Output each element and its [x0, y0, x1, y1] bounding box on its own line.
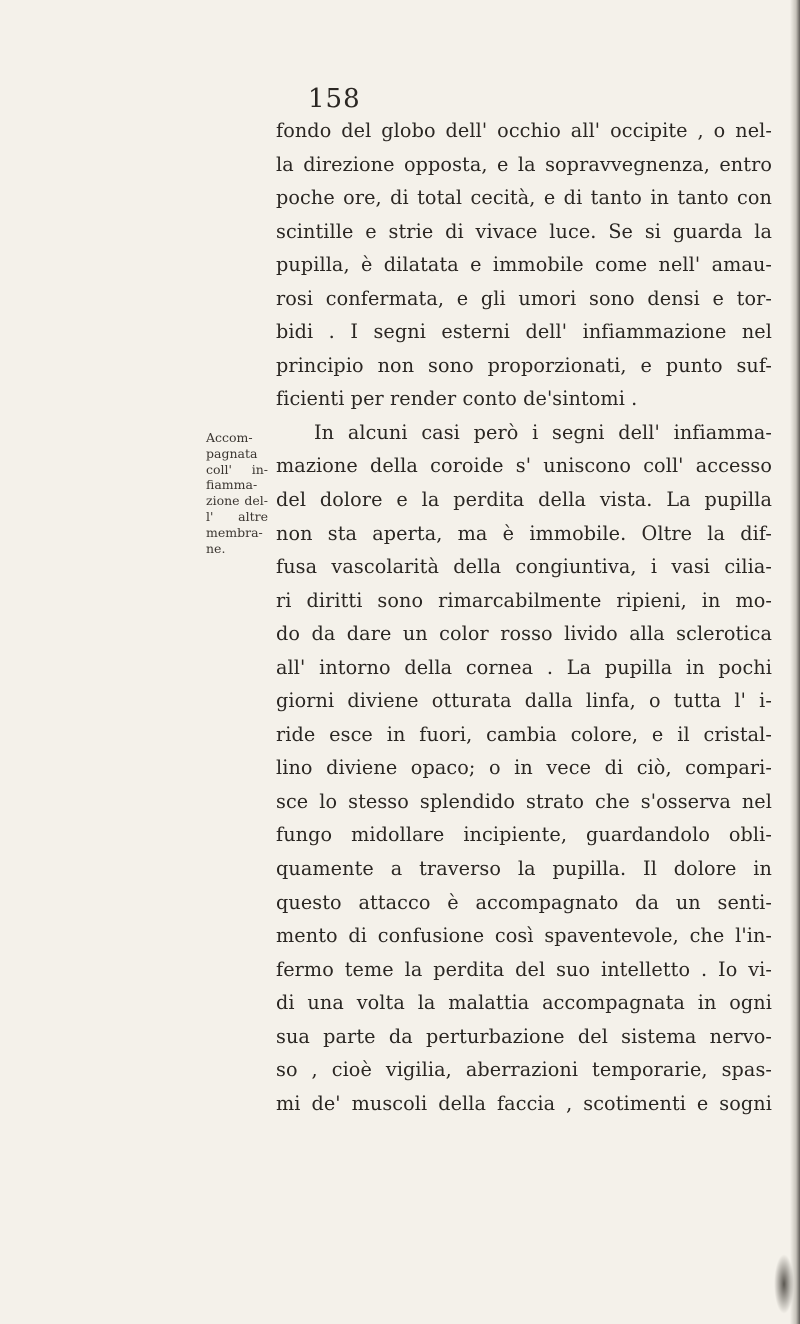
- body-text: [276, 114, 772, 1120]
- text-line: rosi confermata, e gli umori sono densi e tor-: [276, 286, 772, 310]
- text-line: lino diviene opaco; o in vece di ciò, compari-: [276, 756, 772, 780]
- text-line: In alcuni casi però i segni dell' infiamma-: [314, 420, 772, 444]
- text-line: ride esce in fuori, cambia colore, e il cristal-: [276, 722, 772, 746]
- text-line: bidi . I segni esterni dell' infiammazione nel: [276, 320, 772, 344]
- text-line: questo attacco è accompagnato da un senti-: [276, 890, 772, 914]
- margin-note-line: fiamma-: [206, 477, 258, 493]
- text-line: fermo teme la perdita del suo intelletto . Io vi-: [276, 957, 772, 981]
- text-line: mento di confusione così spaventevole, che l'in-: [276, 924, 772, 948]
- text-line: fungo midollare incipiente, guardandolo obli-: [276, 823, 772, 847]
- text-line: la direzione opposta, e la sopravvegnenza, entro: [276, 152, 772, 176]
- text-line: fusa vascolarità della congiuntiva, i vasi cilia-: [276, 555, 772, 579]
- text-line: sce lo stesso splendido strato che s'osserva nel: [276, 789, 772, 813]
- text-line: sua parte da perturbazione del sistema nervo-: [276, 1024, 772, 1048]
- text-line: ri diritti sono rimarcabilmente ripieni, in mo-: [276, 588, 772, 612]
- text-line: del dolore e la perdita della vista. La pupilla: [276, 488, 772, 512]
- text-line: so , cioè vigilia, aberrazioni temporarie, spas-: [276, 1058, 772, 1082]
- margin-note-line: pagnata: [206, 445, 258, 461]
- text-line: poche ore, di total cecità, e di tanto in tanto con: [276, 186, 772, 210]
- text-line: principio non sono proporzionati, e punto suf-: [276, 353, 772, 377]
- page-number: 158: [308, 84, 361, 114]
- margin-note-line: ne.: [206, 540, 226, 556]
- margin-note-line: membra-: [206, 524, 263, 540]
- ink-smudge: [774, 1254, 794, 1314]
- text-line: pupilla, è dilatata e immobile come nell' amau-: [276, 253, 772, 277]
- text-line: di una volta la malattia accompagnata in ogni: [276, 991, 772, 1015]
- text-line: ficienti per render conto de'sintomi .: [276, 387, 638, 411]
- margin-note-line: Accom-: [206, 430, 253, 445]
- text-line: fondo del globo dell' occhio all' occipite , o nel-: [276, 119, 772, 142]
- text-line: mi de' muscoli della faccia , scotimenti e sogni: [276, 1091, 772, 1115]
- margin-note-line: zione del-: [206, 493, 268, 509]
- margin-note: [206, 430, 268, 556]
- text-line: quamente a traverso la pupilla. Il dolore in: [276, 857, 772, 881]
- text-line: giorni diviene otturata dalla linfa, o tutta l' i-: [276, 689, 772, 713]
- text-line: non sta aperta, ma è immobile. Oltre la dif-: [276, 521, 772, 545]
- text-line: mazione della coroide s' uniscono coll' accesso: [276, 454, 772, 478]
- margin-note-line: l' altre: [206, 508, 268, 524]
- text-line: scintille e strie di vivace luce. Se si guarda la: [276, 219, 772, 243]
- margin-note-line: coll' in-: [206, 461, 268, 477]
- page-edge-shadow: [790, 0, 800, 1324]
- text-line: do da dare un color rosso livido alla sclerotica: [276, 622, 772, 646]
- text-line: all' intorno della cornea . La pupilla in pochi: [276, 655, 772, 679]
